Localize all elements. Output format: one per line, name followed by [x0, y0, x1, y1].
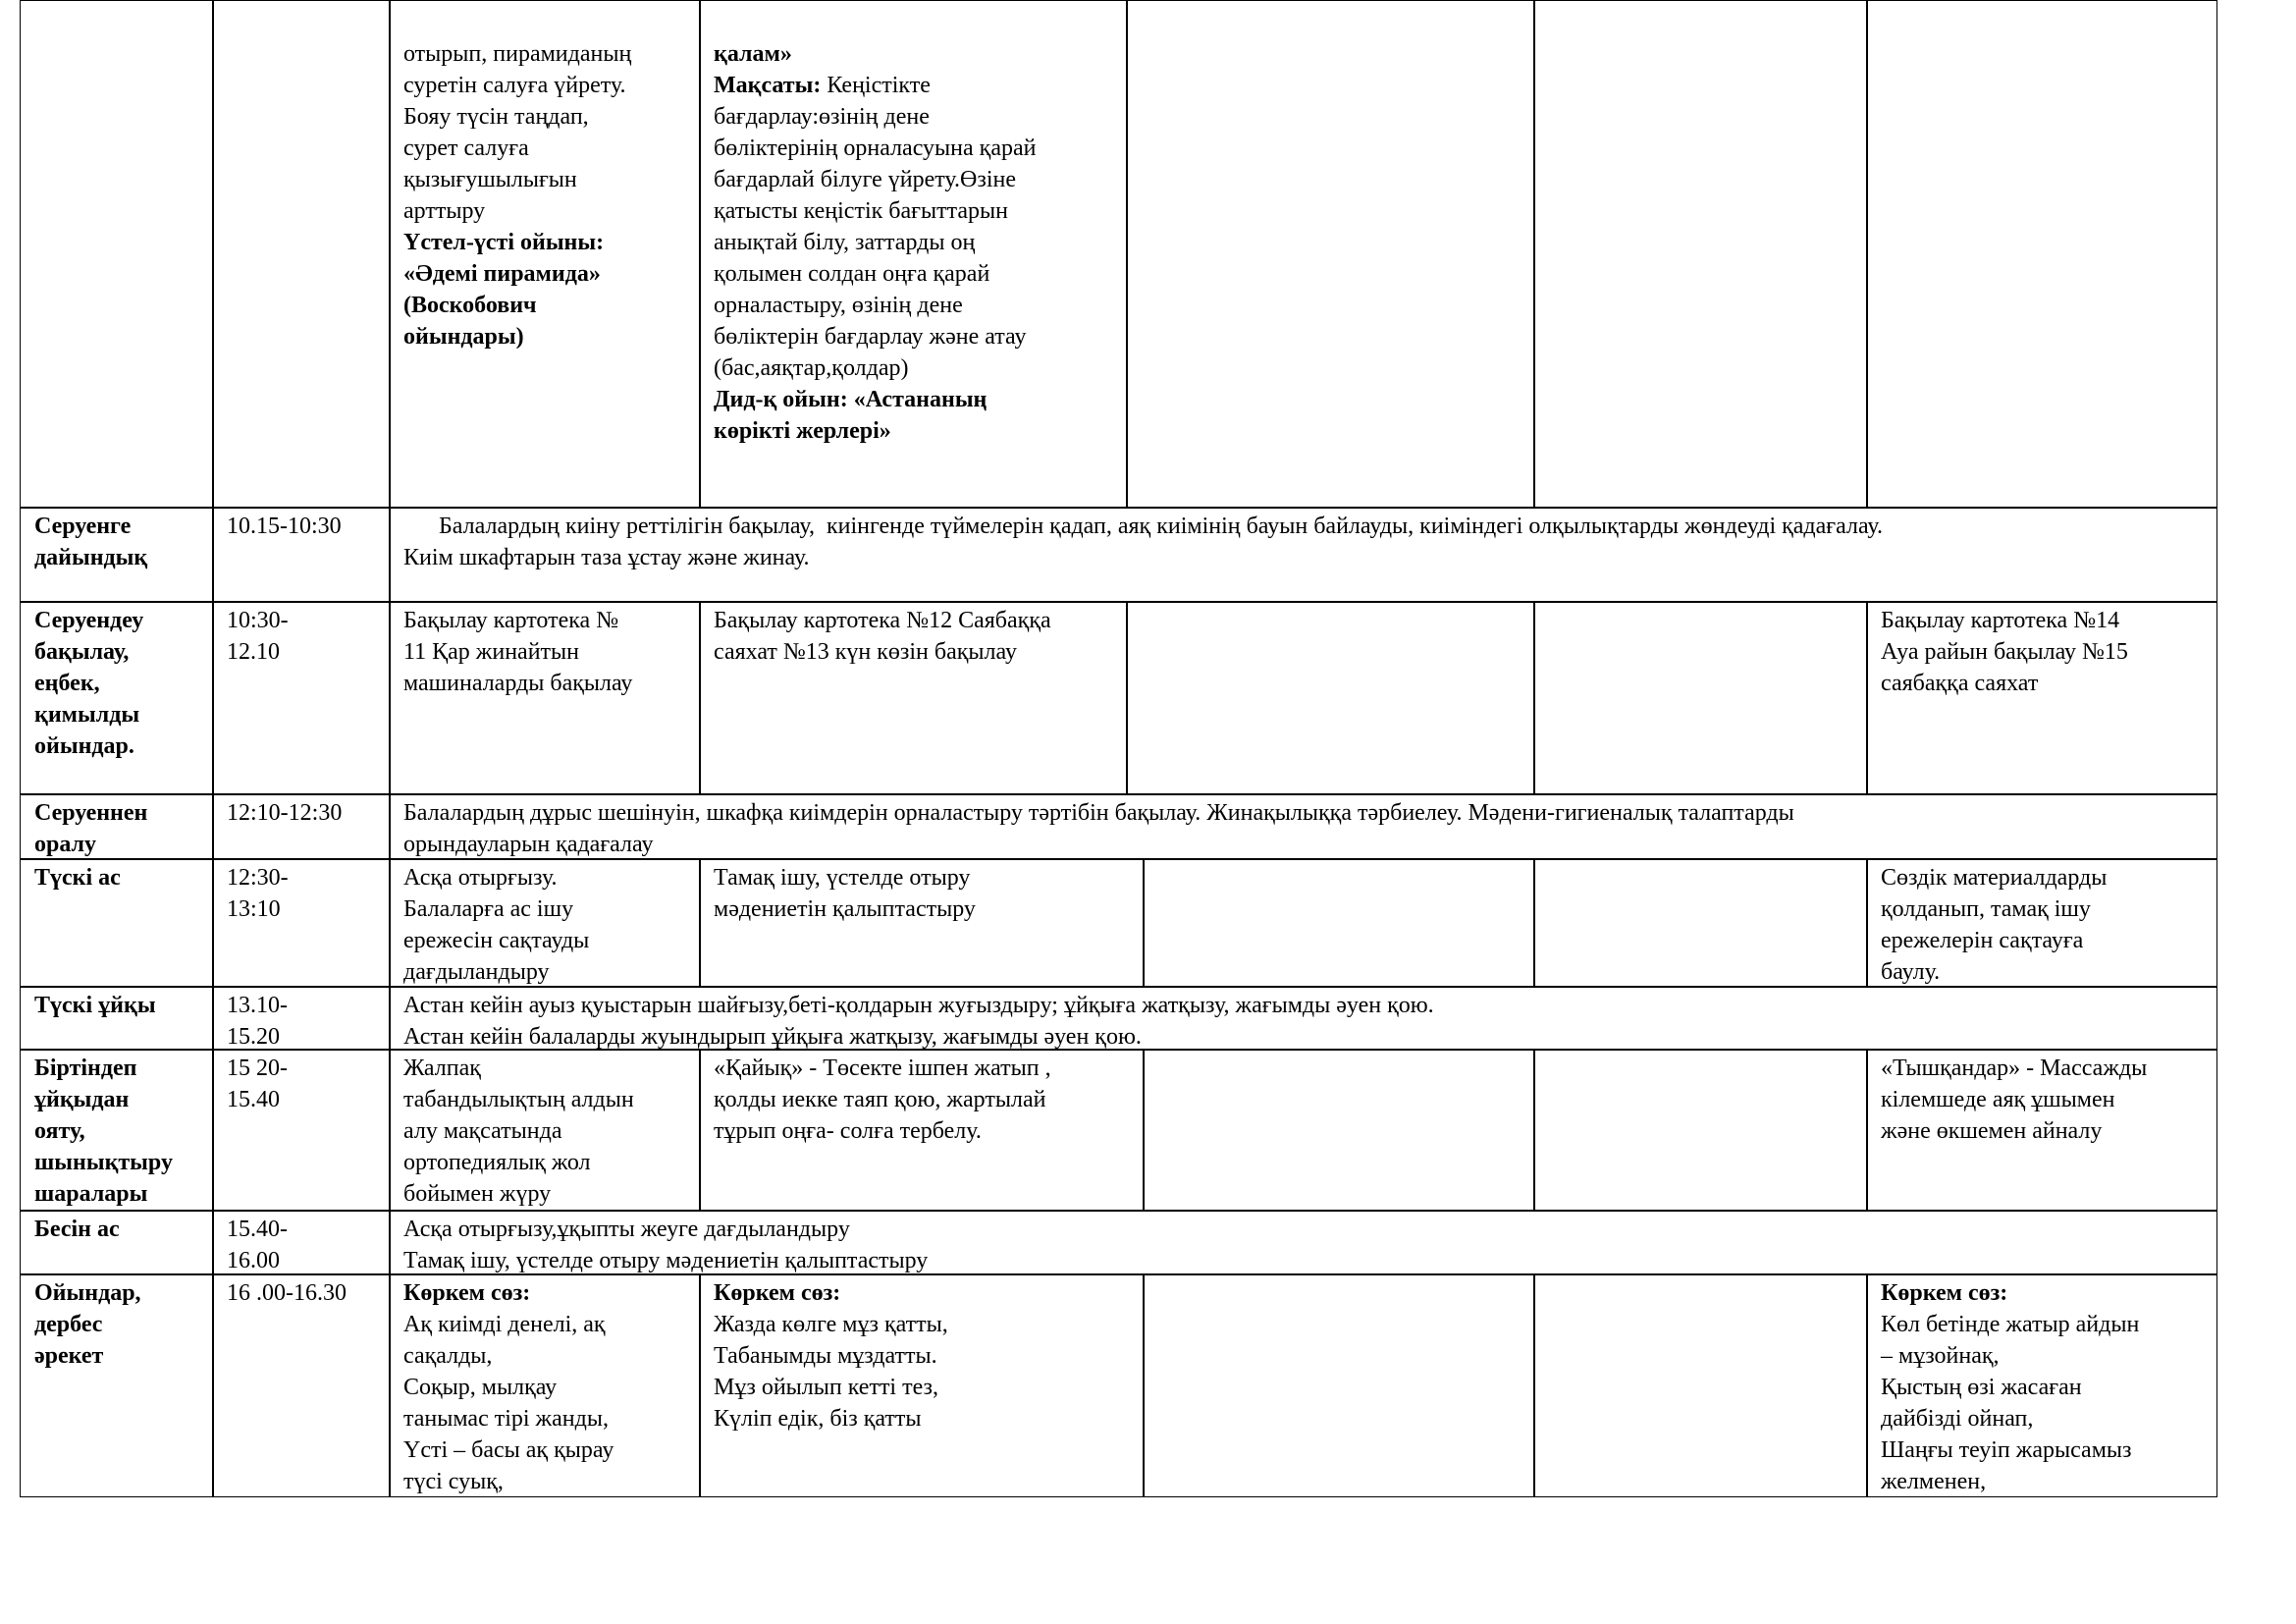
- cell-line: [403, 1403, 688, 1435]
- text: орындауларын қадағалау: [403, 832, 654, 857]
- cell-line: Ойындар,: [34, 1280, 141, 1306]
- text: қолды иекке таяп қою, жартылай: [714, 1087, 1046, 1112]
- text: ережелерін сақтауға: [1881, 928, 2084, 953]
- text: Балалардың дұрыс шешінуін, шкафқа киімдерін орналастыру тәртібін бақылау. Жинақылыққа тәрбиелеу. Мәдени-гигиеналық талаптарды: [403, 800, 1794, 826]
- text: бойымен жүру: [403, 1181, 552, 1207]
- text: ортопедиялық жол: [403, 1150, 591, 1175]
- text: Ауа райын бақылау №15: [1881, 639, 2128, 665]
- day-cell-1: [389, 1049, 701, 1212]
- text: арттыру: [403, 198, 486, 224]
- day-cell-4: [1533, 601, 1868, 795]
- text: Сөздік материалдарды: [1881, 865, 2108, 891]
- text: Ақ киімді денелі, ақ: [403, 1312, 606, 1337]
- cell-line: [403, 227, 688, 258]
- cell-line: [403, 797, 2205, 829]
- cell-line: [403, 1435, 688, 1466]
- cell-line: 10.15-10:30: [227, 514, 342, 539]
- cell-line: 12.10: [227, 639, 280, 665]
- day-cell-2: [699, 0, 1128, 509]
- cell-line: [1881, 636, 2205, 668]
- cell-line: [403, 1147, 688, 1178]
- text: дағдыландыру: [403, 959, 550, 985]
- cell-line: 15.20: [227, 1024, 280, 1050]
- text: мәдениетін қалыптастыру: [714, 896, 976, 922]
- cell-line: [403, 1466, 688, 1497]
- cell-line: [1881, 925, 2205, 956]
- bold-text: Дид-қ ойын: «Астананың: [714, 387, 988, 412]
- text: Тамақ ішу, үстелде отыру мәдениетін қалыптастыру: [403, 1248, 929, 1273]
- row-label: [20, 601, 214, 795]
- cell-line: [1881, 1403, 2205, 1435]
- cell-line: [1881, 956, 2205, 988]
- cell-line: [403, 1277, 688, 1309]
- cell-line: [1881, 1466, 2205, 1497]
- cell-line: 13:10: [227, 896, 281, 922]
- cell-line: [403, 1372, 688, 1403]
- cell-line: [403, 1021, 2205, 1051]
- cell-line: Серуеннен: [34, 800, 148, 826]
- cell-line: [403, 925, 688, 956]
- text: Күліп едік, біз қатты: [714, 1406, 922, 1432]
- cell-line: Серуенге: [34, 514, 132, 539]
- text: Үсті – басы ақ қырау: [403, 1437, 614, 1463]
- cell-line: [1881, 668, 2205, 699]
- bold-text: қалам»: [714, 41, 792, 67]
- cell-line: 10:30-: [227, 608, 289, 633]
- cell-line: [714, 1372, 1132, 1403]
- cell-line: Серуендеу: [34, 608, 144, 633]
- cell-line: [403, 1053, 688, 1084]
- day-cell-5: [1866, 858, 2217, 988]
- text: «Қайық» - Төсекте ішпен жатып ,: [714, 1056, 1051, 1081]
- cell-line: [714, 862, 1132, 893]
- cell-line: [714, 227, 1115, 258]
- cell-line: [403, 990, 2205, 1021]
- text: Қыстың өзі жасаған: [1881, 1375, 2082, 1400]
- text: Жазда көлге мұз қатты,: [714, 1312, 948, 1337]
- day-cell-2: [699, 1273, 1145, 1497]
- cell-line: еңбек,: [34, 671, 100, 696]
- text: табандылықтың алдын: [403, 1087, 634, 1112]
- day-cell-1: [389, 601, 701, 795]
- row-label: [20, 0, 214, 509]
- cell-line: [1881, 1115, 2205, 1147]
- cell-line: [1881, 1340, 2205, 1372]
- cell-line: [403, 195, 688, 227]
- text: желменен,: [1881, 1469, 1987, 1494]
- row-time: [212, 507, 391, 603]
- text: сақалды,: [403, 1343, 493, 1369]
- cell-line: [714, 605, 1115, 636]
- text: сурет салуға: [403, 135, 529, 161]
- cell-line: [714, 415, 1115, 447]
- row-time: [212, 858, 391, 988]
- cell-line: қимылды: [34, 702, 140, 728]
- day-cell-5: [1866, 1049, 2217, 1212]
- cell-line: [403, 1340, 688, 1372]
- cell-line: Біртіндеп: [34, 1056, 137, 1081]
- text: Бақылау картотека №14: [1881, 608, 2120, 633]
- text: Жалпақ: [403, 1056, 481, 1081]
- cell-line: әрекет: [34, 1343, 104, 1369]
- cell-line: ойындар.: [34, 733, 134, 759]
- text: қатысты кеңістік бағыттарын: [714, 198, 1008, 224]
- row-label: [20, 986, 214, 1051]
- text: «Тышқандар» - Массажды: [1881, 1056, 2148, 1081]
- cell-line: ояту,: [34, 1118, 85, 1144]
- row-time: [212, 0, 391, 509]
- cell-line: Бесін ас: [34, 1217, 120, 1242]
- cell-line: [714, 290, 1115, 321]
- text: қолымен солдан оңға қарай: [714, 261, 990, 287]
- cell-line: [1881, 1084, 2205, 1115]
- text: суретін салуға үйрету.: [403, 73, 626, 98]
- text: анықтай білу, заттарды оң: [714, 230, 976, 255]
- text: отырып, пирамиданың: [403, 41, 632, 67]
- day-cell-2: [699, 1049, 1145, 1212]
- cell-line: [403, 1309, 688, 1340]
- bold-text: көрікті жерлері»: [714, 418, 891, 444]
- day-cell-2: [699, 858, 1145, 988]
- text: Шаңғы теуіп жарысамыз: [1881, 1437, 2132, 1463]
- row-time: [212, 793, 391, 860]
- day-cell-3: [1143, 1049, 1535, 1212]
- cell-line: [714, 893, 1132, 925]
- text: бағдарлау:өзінің дене: [714, 104, 930, 130]
- cell-line: 13.10-: [227, 993, 288, 1018]
- bold-text: Көркем сөз:: [403, 1280, 531, 1306]
- cell-line: [1881, 893, 2205, 925]
- cell-line: [403, 290, 688, 321]
- cell-line: [714, 1340, 1132, 1372]
- cell-line: [714, 1277, 1132, 1309]
- cell-line: [403, 542, 2205, 573]
- text: Бақылау картотека №12 Саябаққа: [714, 608, 1051, 633]
- text: саяхат №13 күн көзін бақылау: [714, 639, 1017, 665]
- text: Балалардың киіну реттілігін бақылау, киінгенде түймелерін қадап, аяқ киімінің бауын байлауды, киіміндегі олқылықтарды жөндеуді қадағалау.: [403, 514, 1884, 539]
- cell-line: [403, 321, 688, 352]
- bold-text: (Воскобович: [403, 293, 537, 318]
- row-label: [20, 1049, 214, 1212]
- day-cell-3: [1126, 601, 1535, 795]
- day-cell-4: [1533, 0, 1868, 509]
- merged-cell: [389, 793, 2217, 860]
- text: машиналарды бақылау: [403, 671, 633, 696]
- cell-line: 16.00: [227, 1248, 280, 1273]
- day-cell-4: [1533, 1273, 1868, 1497]
- day-cell-5: [1866, 1273, 2217, 1497]
- day-cell-3: [1126, 0, 1535, 509]
- cell-line: [1881, 862, 2205, 893]
- cell-line: 15.40: [227, 1087, 280, 1112]
- cell-line: [714, 1115, 1132, 1147]
- cell-line: [403, 101, 688, 133]
- cell-line: 12:30-: [227, 865, 289, 891]
- day-cell-4: [1533, 1049, 1868, 1212]
- text: Астан кейін балаларды жуындырып ұйқыға жатқызу, жағымды әуен қою.: [403, 1024, 1142, 1050]
- text: ережесін сақтауды: [403, 928, 590, 953]
- bold-text: ойындары): [403, 324, 524, 350]
- text: Бояу түсін таңдап,: [403, 104, 589, 130]
- row-time: [212, 986, 391, 1051]
- cell-line: шынықтыру: [34, 1150, 173, 1175]
- cell-line: [714, 1403, 1132, 1435]
- text: Көл бетінде жатыр айдын: [1881, 1312, 2140, 1337]
- cell-line: Түскі ас: [34, 865, 121, 891]
- cell-line: [403, 38, 688, 70]
- cell-line: [1881, 1309, 2205, 1340]
- cell-line: [403, 893, 688, 925]
- cell-line: [714, 101, 1115, 133]
- cell-line: [714, 258, 1115, 290]
- text: Киім шкафтарын таза ұстау және жинау.: [403, 545, 810, 570]
- cell-line: 15.40-: [227, 1217, 288, 1242]
- cell-line: [403, 511, 2205, 542]
- cell-line: [403, 829, 2205, 860]
- row-time: [212, 1273, 391, 1497]
- text: Балаларға ас ішу: [403, 896, 574, 922]
- text: алу мақсатында: [403, 1118, 562, 1144]
- cell-line: 12:10-12:30: [227, 800, 343, 826]
- day-cell-1: [389, 858, 701, 988]
- cell-line: [714, 384, 1115, 415]
- cell-line: [714, 195, 1115, 227]
- text: кілемшеде аяқ ұшымен: [1881, 1087, 2115, 1112]
- cell-line: [403, 956, 688, 988]
- cell-line: ұйқыдан: [34, 1087, 130, 1112]
- text: 11 Қар жинайтын: [403, 639, 579, 665]
- cell-line: [714, 636, 1115, 668]
- text: бөліктерінің орналасуына қарай: [714, 135, 1037, 161]
- cell-line: [403, 258, 688, 290]
- row-time: [212, 601, 391, 795]
- cell-line: [403, 605, 688, 636]
- cell-line: [714, 1309, 1132, 1340]
- text: қызығушылығын: [403, 167, 577, 192]
- cell-line: [714, 352, 1115, 384]
- day-cell-3: [1143, 1273, 1535, 1497]
- text: Кеңістікте: [821, 73, 931, 98]
- text: түсі суық,: [403, 1469, 504, 1494]
- cell-line: [714, 164, 1115, 195]
- text: Астан кейін ауыз қуыстарын шайғызу,беті-қолдарын жуғыздыру; ұйқыға жатқызу, жағымды әуен қою.: [403, 993, 1434, 1018]
- row-label: [20, 793, 214, 860]
- cell-line: бақылау,: [34, 639, 130, 665]
- day-cell-1: [389, 0, 701, 509]
- cell-line: [1881, 1277, 2205, 1309]
- bold-text: Көркем сөз:: [1881, 1280, 2008, 1306]
- row-label: [20, 858, 214, 988]
- cell-line: [714, 321, 1115, 352]
- cell-line: [403, 70, 688, 101]
- cell-line: [714, 70, 1115, 101]
- cell-line: [1881, 1372, 2205, 1403]
- cell-line: [403, 1115, 688, 1147]
- merged-cell: [389, 1210, 2217, 1275]
- cell-line: шаралары: [34, 1181, 148, 1207]
- cell-line: [403, 1214, 2205, 1245]
- day-cell-4: [1533, 858, 1868, 988]
- text: Соқыр, мылқау: [403, 1375, 558, 1400]
- row-label: [20, 507, 214, 603]
- text: тұрып оңға- солға тербелу.: [714, 1118, 982, 1144]
- text: және өкшемен айналу: [1881, 1118, 2103, 1144]
- cell-line: [403, 133, 688, 164]
- cell-line: дербес: [34, 1312, 103, 1337]
- cell-line: [403, 1178, 688, 1210]
- cell-line: оралу: [34, 832, 97, 857]
- text: қолданып, тамақ ішу: [1881, 896, 2091, 922]
- row-label: [20, 1273, 214, 1497]
- text: Тамақ ішу, үстелде отыру: [714, 865, 971, 891]
- day-cell-3: [1143, 858, 1535, 988]
- cell-line: [1881, 605, 2205, 636]
- text: баулу.: [1881, 959, 1941, 985]
- text: Бақылау картотека №: [403, 608, 619, 633]
- cell-line: [714, 1053, 1132, 1084]
- cell-line: [714, 38, 1115, 70]
- cell-line: [403, 164, 688, 195]
- day-cell-5: [1866, 601, 2217, 795]
- day-cell-2: [699, 601, 1128, 795]
- cell-line: [714, 133, 1115, 164]
- bold-text: Үстел-үсті ойыны:: [403, 230, 605, 255]
- bold-text: Көркем сөз:: [714, 1280, 841, 1306]
- text: саябаққа саяхат: [1881, 671, 2039, 696]
- cell-line: [1881, 1435, 2205, 1466]
- bold-text: «Әдемі пирамида»: [403, 261, 601, 287]
- merged-cell: [389, 986, 2217, 1051]
- cell-line: [403, 668, 688, 699]
- row-time: [212, 1210, 391, 1275]
- cell-line: 16 .00-16.30: [227, 1280, 347, 1306]
- cell-line: [403, 1245, 2205, 1275]
- text: Табанымды мұздатты.: [714, 1343, 937, 1369]
- text: бағдарлай білуге үйрету.Өзіне: [714, 167, 1017, 192]
- cell-line: 15 20-: [227, 1056, 288, 1081]
- cell-line: [403, 862, 688, 893]
- cell-line: [403, 636, 688, 668]
- cell-line: [403, 1084, 688, 1115]
- text: дайбізді ойнап,: [1881, 1406, 2034, 1432]
- cell-line: [1881, 1053, 2205, 1084]
- merged-cell: [389, 507, 2217, 603]
- row-time: [212, 1049, 391, 1212]
- cell-line: [714, 1084, 1132, 1115]
- text: (бас,аяқтар,қолдар): [714, 355, 909, 381]
- text: бөліктерін бағдарлау және атау: [714, 324, 1027, 350]
- day-cell-1: [389, 1273, 701, 1497]
- bold-text: Мақсаты:: [714, 73, 822, 98]
- text: Асқа отырғызу,ұқыпты жеуге дағдыландыру: [403, 1217, 850, 1242]
- text: – мұзойнақ,: [1881, 1343, 2000, 1369]
- day-cell-5: [1866, 0, 2217, 509]
- cell-line: Түскі ұйқы: [34, 993, 156, 1018]
- text: Асқа отырғызу.: [403, 865, 558, 891]
- cell-line: дайындық: [34, 545, 148, 570]
- row-label: [20, 1210, 214, 1275]
- text: Мұз ойылып кетті тез,: [714, 1375, 939, 1400]
- text: орналастыру, өзінің дене: [714, 293, 963, 318]
- text: танымас тірі жанды,: [403, 1406, 609, 1432]
